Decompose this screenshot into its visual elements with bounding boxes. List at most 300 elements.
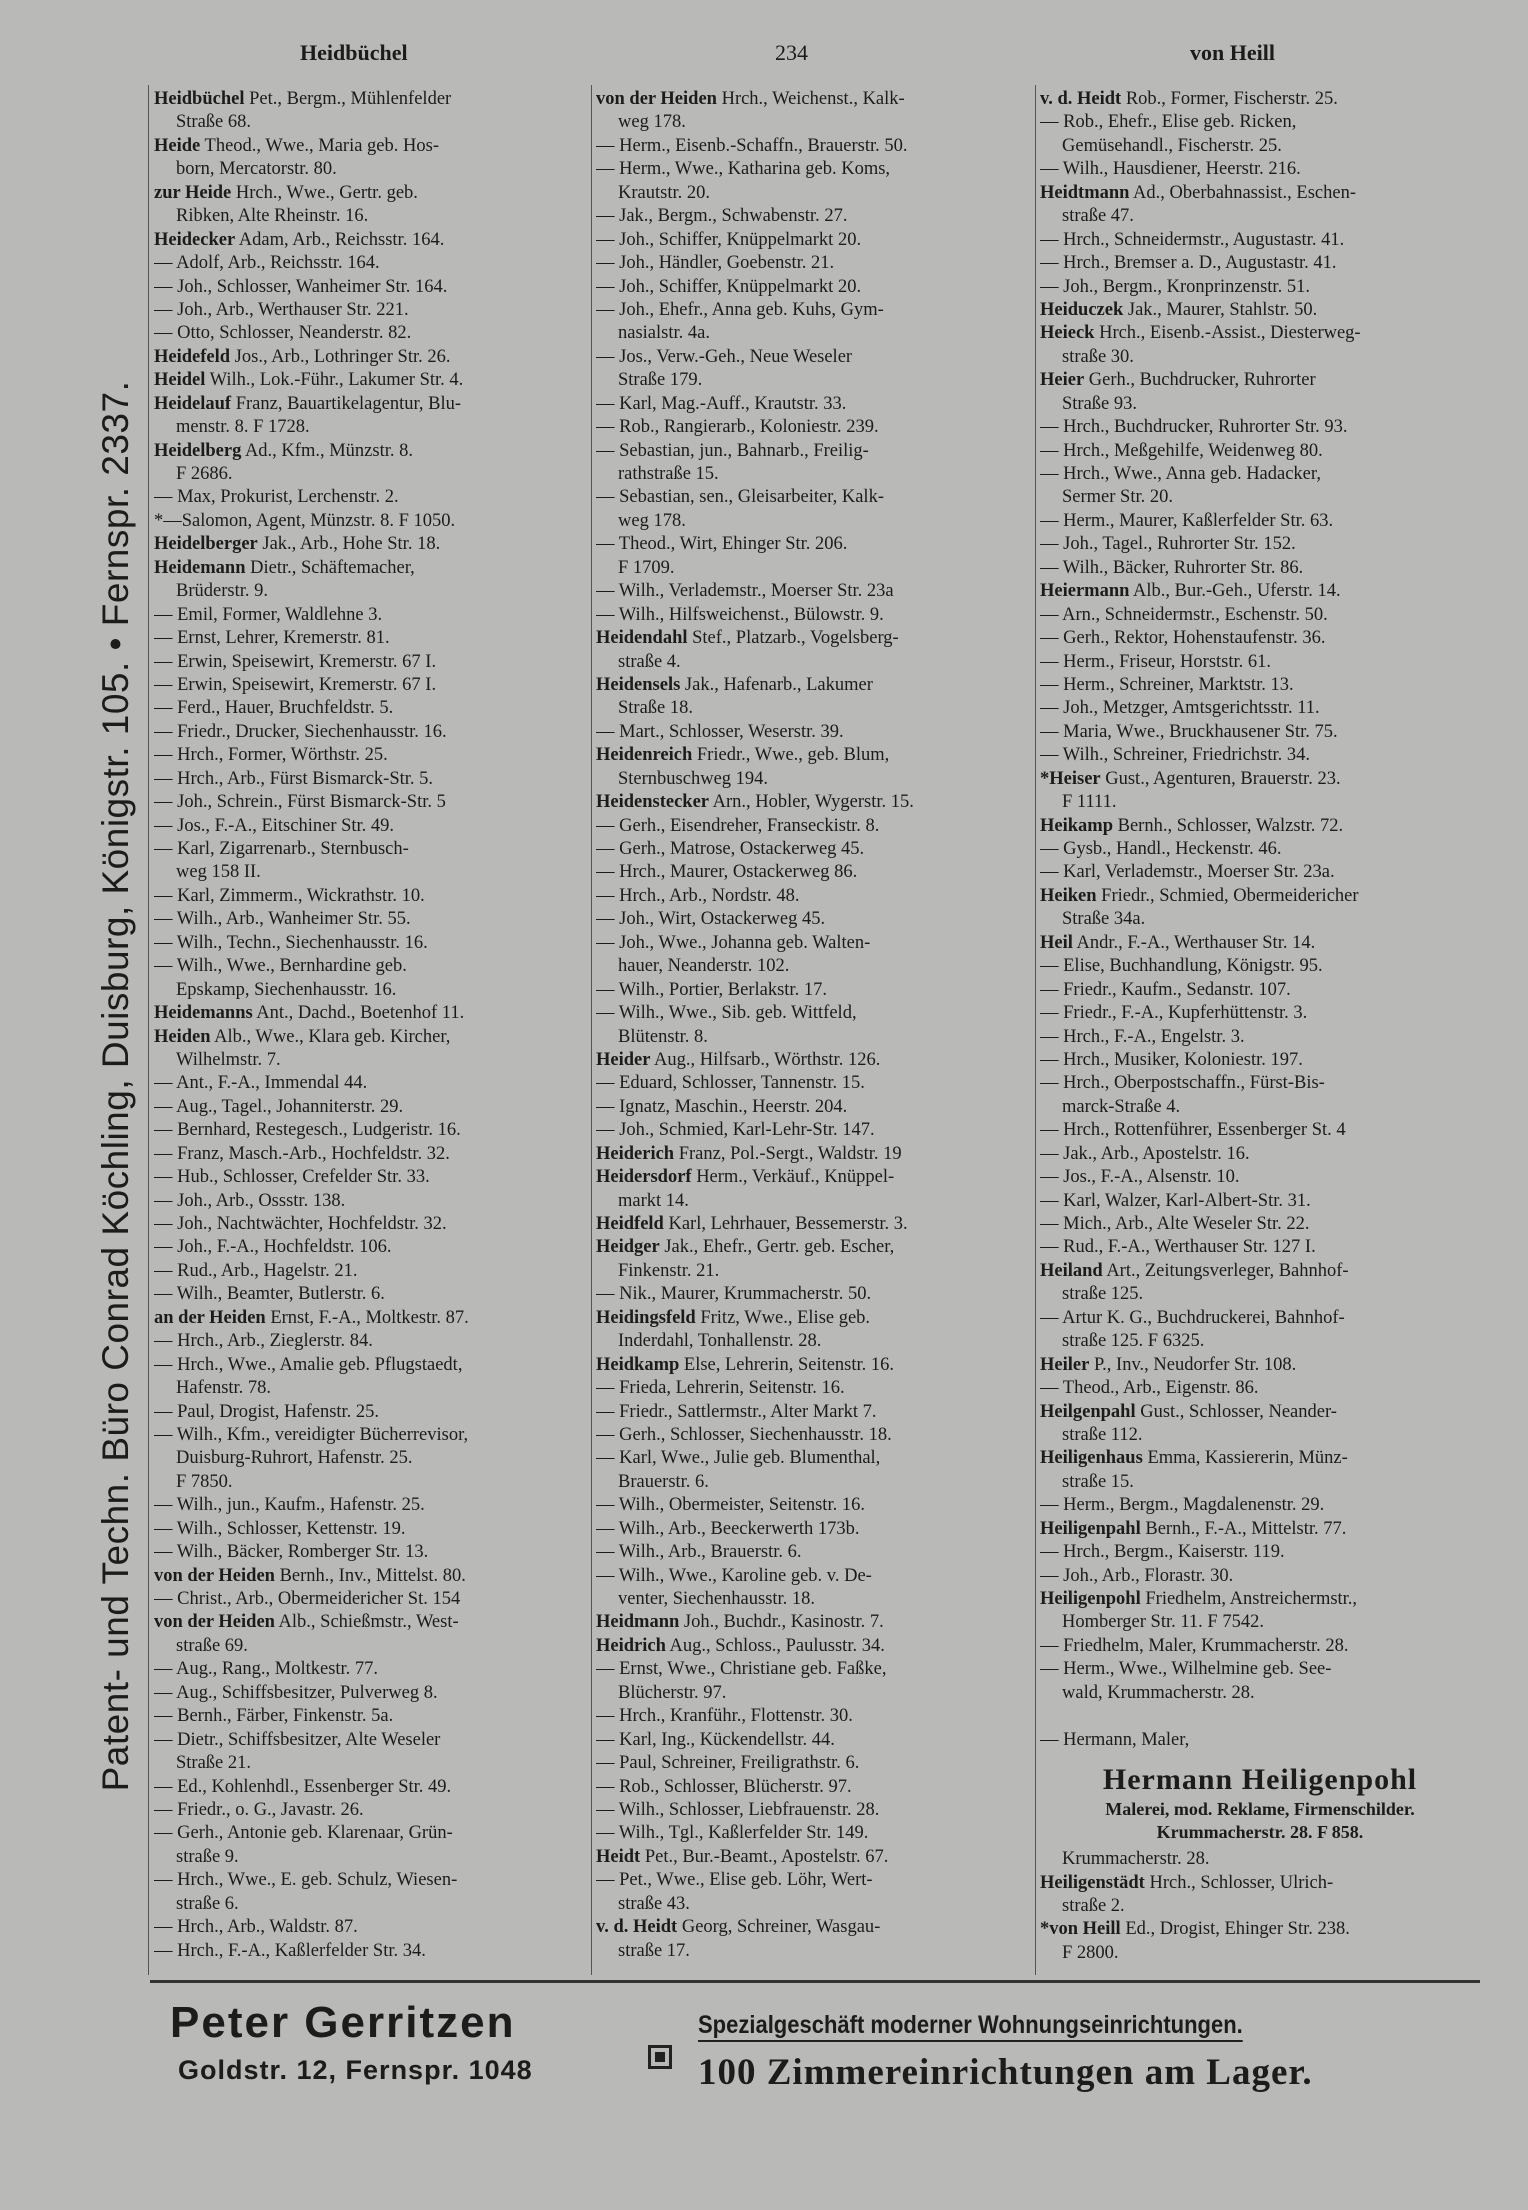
entry-details: Friedhelm, Anstreichermstr., (1140, 1589, 1358, 1609)
directory-entry (1040, 1072, 1480, 1095)
entry-surname: Heidemanns (154, 1003, 253, 1024)
entry-details: — Joh., Nachtwächter, Hochfeldstr. 32. (154, 1214, 447, 1234)
directory-entry (154, 1869, 594, 1892)
footer-advertisement (150, 1980, 1480, 2093)
directory-entry (596, 252, 1036, 275)
entry-details: Alb., Schießmstr., West- (274, 1612, 459, 1633)
entry-details: — Joh., Arb., Florastr. 30. (1040, 1565, 1234, 1586)
entry-surname: Heiligenhaus (1040, 1448, 1143, 1469)
entry-details: — Hrch., Arb., Waldstr. 87. (154, 1917, 358, 1938)
directory-entry (596, 580, 1036, 603)
entry-details: — Joh., Metzger, Amtsgerichtsstr. 11. (1040, 698, 1320, 719)
ad-services: Malerei, mod. Reklame, Firmenschilder. (1105, 1799, 1415, 1820)
entry-details: — Ferd., Hauer, Bruchfeldstr. 5. (154, 698, 394, 719)
directory-entry (1040, 252, 1480, 275)
directory-entry (1040, 1002, 1480, 1025)
directory-column-1 (154, 88, 594, 1963)
entry-details: — Theod., Wirt, Ehinger Str. 206. (596, 534, 848, 555)
directory-entry (154, 1096, 594, 1119)
entry-details: — Gerh., Rektor, Hohenstaufenstr. 36. (1040, 628, 1326, 649)
entry-details: Bernh., Inv., Mittelst. 80. (274, 1565, 466, 1586)
entry-details: — Friedr., F.-A., Kupferhüttenstr. 3. (1040, 1003, 1308, 1024)
entry-details: straße 30. (1062, 346, 1134, 367)
entry-details: Hrch., Eisenb.-Assist., Diesterweg- (1094, 323, 1361, 344)
directory-entry (154, 1119, 594, 1142)
entry-details: — Herm., Friseur, Horststr. 61. (1040, 651, 1272, 672)
entry-details: Finkenstr. 21. (618, 1260, 720, 1281)
running-head-right: von Heill (1190, 40, 1275, 65)
directory-entry (154, 557, 594, 580)
directory-entry (596, 1940, 1036, 1963)
entry-details: born, Mercatorstr. 80. (176, 159, 337, 180)
entry-details: Ribken, Alte Rheinstr. 16. (176, 206, 369, 227)
entry-details: — Aug., Rang., Moltkestr. 77. (154, 1659, 379, 1680)
directory-entry (1040, 861, 1480, 884)
entry-surname: Heieck (1040, 323, 1095, 344)
entry-details: — Wilh., Schlosser, Liebfrauenstr. 28. (596, 1799, 880, 1820)
column-rule (148, 85, 149, 1975)
entry-details: — Hrch., Schneidermstr., Augustastr. 41. (1040, 229, 1345, 250)
entry-details: — Herm., Maurer, Kaßlerfelder Str. 63. (1040, 510, 1334, 531)
directory-entry (596, 627, 1036, 650)
directory-entry (596, 979, 1036, 1002)
directory-entry (596, 1611, 1036, 1634)
directory-entry (596, 1236, 1036, 1259)
directory-entry (596, 1916, 1036, 1939)
directory-entry (1040, 111, 1480, 134)
entry-details: — Hrch., Meßgehilfe, Weidenweg 80. (1040, 440, 1323, 461)
running-head-left: Heidbüchel (300, 40, 408, 65)
directory-entry (596, 1026, 1036, 1049)
entry-details: Friedr., Schmied, Obermeidericher (1096, 885, 1359, 906)
entry-details: Bernh., F.-A., Mittelstr. 77. (1140, 1518, 1347, 1539)
entry-details: Homberger Str. 11. F 7542. (1062, 1612, 1264, 1633)
entry-details: — Pet., Wwe., Elise geb. Löhr, Wert- (596, 1870, 873, 1891)
entry-details: — Wilh., Techn., Siechenhausstr. 16. (154, 932, 428, 953)
directory-entry (154, 229, 594, 252)
directory-entry (1040, 135, 1480, 158)
entry-details: Hrch., Weichenst., Kalk- (716, 89, 905, 109)
directory-entry (154, 838, 594, 861)
entry-details: — Otto, Schlosser, Neanderstr. 82. (154, 323, 412, 344)
entry-details: — Joh., Schmied, Karl-Lehr-Str. 147. (596, 1120, 875, 1141)
directory-entry (1040, 510, 1480, 533)
entry-details: Blücherstr. 97. (618, 1682, 727, 1703)
entry-surname: Heiduczek (1040, 299, 1124, 320)
entry-details: weg 178. (618, 112, 686, 133)
directory-entry (154, 393, 594, 416)
entry-details: — Hrch., Rottenführer, Essenberger St. 4 (1040, 1120, 1346, 1141)
entry-details: — Rob., Rangierarb., Koloniestr. 239. (596, 417, 879, 438)
directory-entry (596, 1424, 1036, 1447)
directory-entry (1040, 815, 1480, 838)
directory-entry (154, 721, 594, 744)
directory-entry (154, 1424, 594, 1447)
directory-entry (154, 697, 594, 720)
entry-details: — Joh., Bergm., Kronprinzenstr. 51. (1040, 276, 1310, 297)
entry-surname: Heiligenstädt (1040, 1872, 1145, 1893)
entry-surname: Heiler (1040, 1354, 1090, 1375)
entry-surname: *Heiser (1040, 768, 1101, 789)
entry-details: — Friedr., Sattlermstr., Alter Markt 7. (596, 1401, 877, 1422)
directory-entry (154, 1752, 594, 1775)
entry-details: — Hrch., Musiker, Koloniestr. 197. (1040, 1049, 1303, 1070)
directory-entry (1040, 1895, 1480, 1918)
entry-details: — Friedr., o. G., Javastr. 26. (154, 1799, 364, 1820)
entry-details: — Mich., Arb., Alte Weseler Str. 22. (1040, 1214, 1310, 1234)
entry-surname: Heidelberger (154, 534, 258, 555)
directory-entry (596, 158, 1036, 181)
directory-entry (1040, 627, 1480, 650)
entry-details: — Joh., Tagel., Ruhrorter Str. 152. (1040, 534, 1296, 555)
directory-entry (154, 1377, 594, 1400)
directory-entry (1040, 1119, 1480, 1142)
entry-details: — Christ., Arb., Obermeidericher St. 154 (154, 1589, 461, 1609)
directory-entry (154, 1447, 594, 1470)
entry-details: — Friedhelm, Maler, Krummacherstr. 28. (1040, 1635, 1349, 1656)
entry-surname: Heiderich (596, 1143, 675, 1164)
entry-details: Krautstr. 20. (618, 182, 710, 203)
entry-details: — Wilh., Arb., Brauerstr. 6. (596, 1542, 802, 1563)
entry-details: Brauerstr. 6. (618, 1471, 709, 1492)
entry-details: — Bernh., Färber, Finkenstr. 5a. (154, 1706, 394, 1727)
entry-details: — Rob., Ehefr., Elise geb. Ricken, (1040, 112, 1297, 133)
directory-entry (596, 1166, 1036, 1189)
entry-details: — Frieda, Lehrerin, Seitenstr. 16. (596, 1378, 845, 1399)
entry-details: Wilh., Lok.-Führ., Lakumer Str. 4. (205, 370, 464, 391)
directory-entry (154, 1494, 594, 1517)
entry-details: — Joh., F.-A., Hochfeldstr. 106. (154, 1237, 392, 1258)
directory-entry (154, 1916, 594, 1939)
entry-surname: Heidersdorf (596, 1167, 692, 1188)
entry-details: — Gysb., Handl., Heckenstr. 46. (1040, 839, 1282, 859)
directory-entry (596, 557, 1036, 580)
entry-details: Gust., Schlosser, Neander- (1135, 1401, 1337, 1422)
directory-entry (596, 1143, 1036, 1166)
entry-details: straße 47. (1062, 206, 1134, 227)
entry-details: — Jos., F.-A., Alsenstr. 10. (1040, 1167, 1240, 1188)
directory-entry (154, 322, 594, 345)
entry-details: straße 15. (1062, 1471, 1134, 1492)
directory-entry (154, 1190, 594, 1213)
entry-surname: Heidelberg (154, 440, 242, 461)
entry-details: Karl, Lehrhauer, Bessemerstr. 3. (663, 1214, 908, 1234)
entry-details: — Karl, Wwe., Julie geb. Blumenthal, (596, 1448, 881, 1469)
directory-entry (1040, 1377, 1480, 1400)
directory-entry (596, 1822, 1036, 1845)
entry-details: Gemüsehandl., Fischerstr. 25. (1062, 135, 1282, 156)
entry-details: Adam, Arb., Reichsstr. 164. (235, 229, 445, 250)
entry-details: — Hrch., Bergm., Kaiserstr. 119. (1040, 1542, 1285, 1563)
entry-details: — Gerh., Antonie geb. Klarenaar, Grün- (154, 1823, 453, 1844)
entry-details: — Hrch., Arb., Nordstr. 48. (596, 885, 800, 906)
entry-details: — Karl, Verlademstr., Moerser Str. 23a. (1040, 862, 1335, 883)
entry-details: Blütenstr. 8. (618, 1026, 708, 1047)
entry-details: — Karl, Walzer, Karl-Albert-Str. 31. (1040, 1190, 1311, 1211)
directory-entry (596, 1330, 1036, 1353)
entry-details: Ad., Oberbahnassist., Eschen- (1129, 182, 1357, 203)
entry-details: — Joh., Schiffer, Knüppelmarkt 20. (596, 229, 862, 250)
directory-entry (1040, 697, 1480, 720)
entry-surname: Heier (1040, 370, 1085, 391)
directory-entry (596, 533, 1036, 556)
entry-details: Wilhelmstr. 7. (176, 1049, 281, 1070)
entry-details: — Wilh., Wwe., Bernhardine geb. (154, 956, 407, 977)
directory-entry (154, 861, 594, 884)
entry-details: — Gerh., Eisendreher, Franseckistr. 8. (596, 815, 880, 836)
directory-entry (596, 1377, 1036, 1400)
entry-details: Brüderstr. 9. (176, 581, 268, 602)
entry-details: Straße 93. (1062, 393, 1138, 414)
entry-surname: Heiligenpahl (1040, 1518, 1141, 1539)
directory-entry (154, 440, 594, 463)
entry-details: Sternbuschweg 194. (618, 768, 769, 789)
directory-entry (154, 674, 594, 697)
side-advertisement-banner: Patent- und Techn. Büro Conrad Köchling, Duisburg, Königstr. 105. • Fernspr. 2337. (95, 380, 136, 1792)
page-number: 234 (775, 40, 808, 65)
directory-entry (596, 1658, 1036, 1681)
entry-details: — Hrch., Former, Wörthstr. 25. (154, 745, 388, 766)
entry-details: — Hub., Schlosser, Crefelder Str. 33. (154, 1167, 430, 1188)
entry-surname: *von Heill (1040, 1919, 1121, 1940)
entry-details: hauer, Neanderstr. 102. (618, 956, 790, 977)
directory-entry (1040, 299, 1480, 322)
entry-details: Ant., Dachd., Boetenhof 11. (252, 1003, 465, 1024)
entry-details: *—Salomon, Agent, Münzstr. 8. F 1050. (154, 510, 456, 531)
directory-entry (154, 604, 594, 627)
entry-details: Gust., Agenturen, Brauerstr. 23. (1100, 768, 1341, 789)
directory-entry (1040, 674, 1480, 697)
directory-entry (154, 1354, 594, 1377)
directory-entry (1040, 393, 1480, 416)
entry-details: — Wilh., Arb., Beeckerwerth 173b. (596, 1518, 860, 1539)
directory-entry (596, 510, 1036, 533)
entry-details: — Aug., Schiffsbesitzer, Pulverweg 8. (154, 1682, 438, 1703)
entry-details: — Emil, Former, Waldlehne 3. (154, 604, 383, 625)
entry-details: — Wilh., Hilfsweichenst., Bülowstr. 9. (596, 604, 884, 625)
entry-details: — Dietr., Schiffsbesitzer, Alte Weseler (154, 1729, 441, 1750)
directory-entry (1040, 1942, 1480, 1965)
entry-details: Fritz, Wwe., Elise geb. (695, 1307, 871, 1328)
entry-details: Andr., F.-A., Werthauser Str. 14. (1072, 932, 1316, 953)
directory-entry (1040, 1447, 1480, 1470)
directory-entry (596, 1565, 1036, 1588)
directory-entry (154, 1565, 594, 1588)
entry-surname: Heiland (1040, 1260, 1103, 1281)
entry-details: — Wilh., Hausdiener, Heerstr. 216. (1040, 159, 1301, 180)
directory-entry (596, 1283, 1036, 1306)
entry-surname: von der Heiden (154, 1565, 275, 1586)
directory-entry (154, 932, 594, 955)
entry-details: Bernh., Schlosser, Walzstr. 72. (1112, 815, 1344, 836)
directory-entry (154, 1822, 594, 1845)
entry-details: straße 69. (176, 1635, 248, 1656)
directory-entry (1040, 1611, 1480, 1634)
directory-entry (154, 486, 594, 509)
entry-details: wald, Krummacherstr. 28. (1062, 1682, 1255, 1703)
directory-entry (154, 276, 594, 299)
entry-details: — Joh., Schrein., Fürst Bismarck-Str. 5 (154, 792, 446, 813)
directory-entry (1040, 1682, 1480, 1705)
directory-entry (154, 1049, 594, 1072)
entry-details: — Joh., Wwe., Johanna geb. Walten- (596, 932, 871, 953)
directory-entry (1040, 1658, 1480, 1681)
entry-details: Alb., Bur.-Geh., Uferstr. 14. (1129, 581, 1341, 602)
entry-surname: Heiden (154, 1026, 211, 1047)
directory-entry (154, 815, 594, 838)
directory-entry (1040, 463, 1480, 486)
directory-entry (1040, 908, 1480, 931)
directory-entry (1040, 838, 1480, 861)
entry-details: — Jos., Verw.-Geh., Neue Weseler (596, 346, 853, 367)
entry-details: — Gerh., Matrose, Ostackerweg 45. (596, 839, 865, 859)
directory-entry (154, 979, 594, 1002)
directory-entry (1040, 1494, 1480, 1517)
entry-details: Herm., Verkäuf., Knüppel- (691, 1167, 895, 1188)
directory-entry (596, 1213, 1036, 1236)
entry-surname: Heiermann (1040, 581, 1130, 602)
directory-entry (596, 1893, 1036, 1916)
directory-entry (1040, 1143, 1480, 1166)
ad-name: Hermann Heiligenpohl (1102, 1763, 1418, 1797)
directory-entry (1040, 1635, 1480, 1658)
directory-entry (596, 744, 1036, 767)
directory-entry (1040, 1260, 1480, 1283)
entry-surname: Heilgenpahl (1040, 1401, 1136, 1422)
directory-entry (1040, 1283, 1480, 1306)
entry-details: F 2686. (176, 464, 233, 484)
directory-entry (596, 1635, 1036, 1658)
directory-entry (1040, 651, 1480, 674)
directory-entry (154, 158, 594, 181)
entry-surname: Heikamp (1040, 815, 1113, 836)
directory-entry (154, 627, 594, 650)
directory-entry (1040, 1307, 1480, 1330)
directory-entry (596, 791, 1036, 814)
entry-details: — Ignatz, Maschin., Heerstr. 204. (596, 1096, 848, 1117)
entry-details: — Erwin, Speisewirt, Kremerstr. 67 I. (154, 674, 437, 695)
entry-details: Aug., Schloss., Paulusstr. 34. (665, 1635, 885, 1656)
entry-details: straße 6. (176, 1893, 239, 1914)
entry-details: — Aug., Tagel., Johanniterstr. 29. (154, 1096, 404, 1117)
directory-entry (154, 908, 594, 931)
directory-entry (1040, 885, 1480, 908)
directory-entry (154, 1213, 594, 1236)
entry-details: Emma, Kassiererin, Münz- (1142, 1448, 1348, 1469)
entry-details: — Jos., F.-A., Eitschiner Str. 49. (154, 815, 395, 836)
entry-details: straße 112. (1062, 1424, 1143, 1445)
directory-entry (154, 1002, 594, 1025)
directory-entry (1040, 276, 1480, 299)
directory-entry (1040, 1705, 1480, 1728)
directory-entry (596, 1776, 1036, 1799)
entry-details: Franz, Pol.-Sergt., Waldstr. 19 (674, 1143, 902, 1164)
entry-details: — Wilh., Obermeister, Seitenstr. 16. (596, 1495, 865, 1516)
entry-details: — Eduard, Schlosser, Tannenstr. 15. (596, 1073, 865, 1094)
directory-entry (596, 111, 1036, 134)
directory-entry (1040, 205, 1480, 228)
ad-offer: 100 Zimmereinrichtungen am Lager. (698, 2052, 1313, 2093)
entry-details: nasialstr. 4a. (618, 323, 710, 344)
directory-entry (1040, 1026, 1480, 1049)
entry-surname: Heider (596, 1049, 651, 1070)
entry-details: — Wilh., jun., Kaufm., Hafenstr. 25. (154, 1495, 425, 1516)
entry-details: — Herm., Schreiner, Marktstr. 13. (1040, 674, 1294, 695)
entry-details: straße 2. (1062, 1895, 1125, 1916)
entry-surname: Heidensels (596, 674, 681, 695)
directory-entry (596, 299, 1036, 322)
entry-details: — Franz, Masch.-Arb., Hochfeldstr. 32. (154, 1143, 450, 1164)
directory-entry (596, 1096, 1036, 1119)
entry-details: Jak., Hafenarb., Lakumer (680, 674, 873, 695)
entry-details: Duisburg-Ruhrort, Hafenstr. 25. (176, 1448, 413, 1469)
entry-details: markt 14. (618, 1190, 689, 1211)
entry-details: Ernst, F.-A., Moltkestr. 87. (265, 1307, 469, 1328)
entry-details: Ed., Drogist, Ehinger Str. 238. (1120, 1919, 1350, 1940)
directory-entry (154, 744, 594, 767)
directory-entry (1040, 580, 1480, 603)
entry-surname: Heidt (596, 1846, 641, 1867)
directory-entry (1040, 1541, 1480, 1564)
directory-entry (1040, 791, 1480, 814)
entry-details: F 1111. (1062, 792, 1117, 813)
entry-details: — Hrch., Maurer, Ostackerweg 86. (596, 862, 858, 883)
entry-details: Else, Lehrerin, Seitenstr. 16. (679, 1354, 895, 1375)
directory-entry (596, 369, 1036, 392)
directory-entry (596, 276, 1036, 299)
entry-details: — Herm., Eisenb.-Schaffn., Brauerstr. 50. (596, 135, 908, 156)
entry-surname: Heidefeld (154, 346, 231, 367)
entry-details: — Wilh., Wwe., Karoline geb. v. De- (596, 1565, 872, 1586)
entry-surname: Heil (1040, 932, 1073, 953)
directory-entry (154, 1166, 594, 1189)
entry-surname: Heidfeld (596, 1214, 664, 1234)
directory-entry (154, 1260, 594, 1283)
directory-entry (154, 768, 594, 791)
entry-details: — Elise, Buchhandlung, Königstr. 95. (1040, 956, 1323, 977)
directory-entry (1040, 955, 1480, 978)
directory-entry (596, 182, 1036, 205)
entry-details: — Hrch., Arb., Fürst Bismarck-Str. 5. (154, 768, 434, 789)
entry-details: — Sebastian, sen., Gleisarbeiter, Kalk- (596, 487, 884, 508)
entry-details: — Friedr., Kaufm., Sedanstr. 107. (1040, 979, 1291, 1000)
entry-details: — Hrch., F.-A., Kaßlerfelder Str. 34. (154, 1940, 426, 1961)
directory-entry (1040, 158, 1480, 181)
entry-details: Hafenstr. 78. (176, 1378, 272, 1399)
entry-surname: Heidkamp (596, 1354, 680, 1375)
directory-entry (596, 463, 1036, 486)
entry-details: Georg, Schreiner, Wasgau- (677, 1917, 881, 1938)
entry-details: Theod., Wwe., Maria geb. Hos- (200, 135, 439, 156)
directory-entry (1040, 1330, 1480, 1353)
entry-details: Hrch., Wwe., Gertr. geb. (231, 182, 418, 203)
entry-details: — Joh., Arb., Werthauser Str. 221. (154, 299, 409, 320)
entry-details: — Karl, Zigarrenarb., Sternbusch- (154, 839, 409, 859)
entry-details: — Hrch., Wwe., Anna geb. Hadacker, (1040, 464, 1321, 484)
directory-entry (154, 416, 594, 439)
directory-entry (596, 1588, 1036, 1611)
entry-details: F 7850. (176, 1471, 233, 1492)
entry-details: Jak., Arb., Hohe Str. 18. (257, 534, 441, 555)
entry-details: Straße 34a. (1062, 909, 1146, 930)
entry-details: — Joh., Wirt, Ostackerweg 45. (596, 909, 826, 930)
entry-surname: von der Heiden (596, 89, 717, 109)
directory-entry (596, 1002, 1036, 1025)
directory-entry (596, 205, 1036, 228)
directory-entry (596, 768, 1036, 791)
directory-entry (154, 1658, 594, 1681)
entry-details: — Hrch., Bremser a. D., Augustastr. 41. (1040, 253, 1337, 274)
